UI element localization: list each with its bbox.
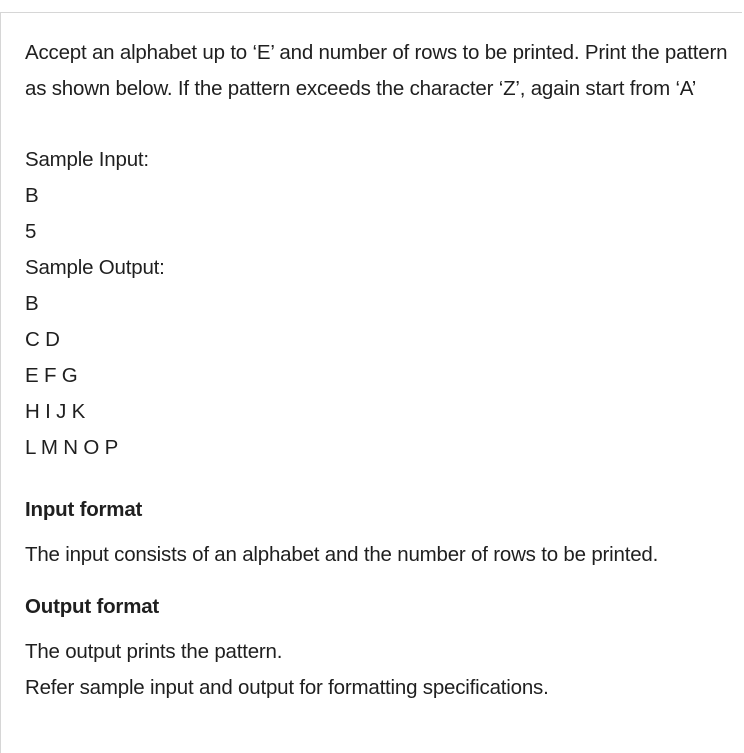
problem-content — [25, 35, 734, 706]
sample-output-line: H I J K — [25, 400, 86, 423]
output-format-heading: Output format — [25, 595, 160, 618]
sample-input-line: B — [25, 184, 39, 207]
problem-description: Accept an alphabet up to ‘E’ and number of rows to be printed. Print the pattern as shown below. If the pattern exceeds the character ‘Z’, again start from ‘A’ — [25, 41, 728, 100]
output-format-text: The output prints the pattern. — [25, 640, 283, 663]
sample-input-label: Sample Input: — [25, 148, 149, 171]
sample-output-line: C D — [25, 328, 60, 351]
spacer — [25, 107, 734, 142]
input-format-text: The input consists of an alphabet and the number of rows to be printed. — [25, 543, 659, 566]
sample-output-line: B — [25, 292, 39, 315]
input-format-heading: Input format — [25, 498, 143, 521]
sample-output-label: Sample Output: — [25, 256, 165, 279]
problem-panel — [0, 12, 742, 753]
sample-input-line: 5 — [25, 220, 37, 243]
sample-output-line: E F G — [25, 364, 78, 387]
output-format-text: Refer sample input and output for formatting specifications. — [25, 676, 549, 699]
sample-output-line: L M N O P — [25, 436, 119, 459]
